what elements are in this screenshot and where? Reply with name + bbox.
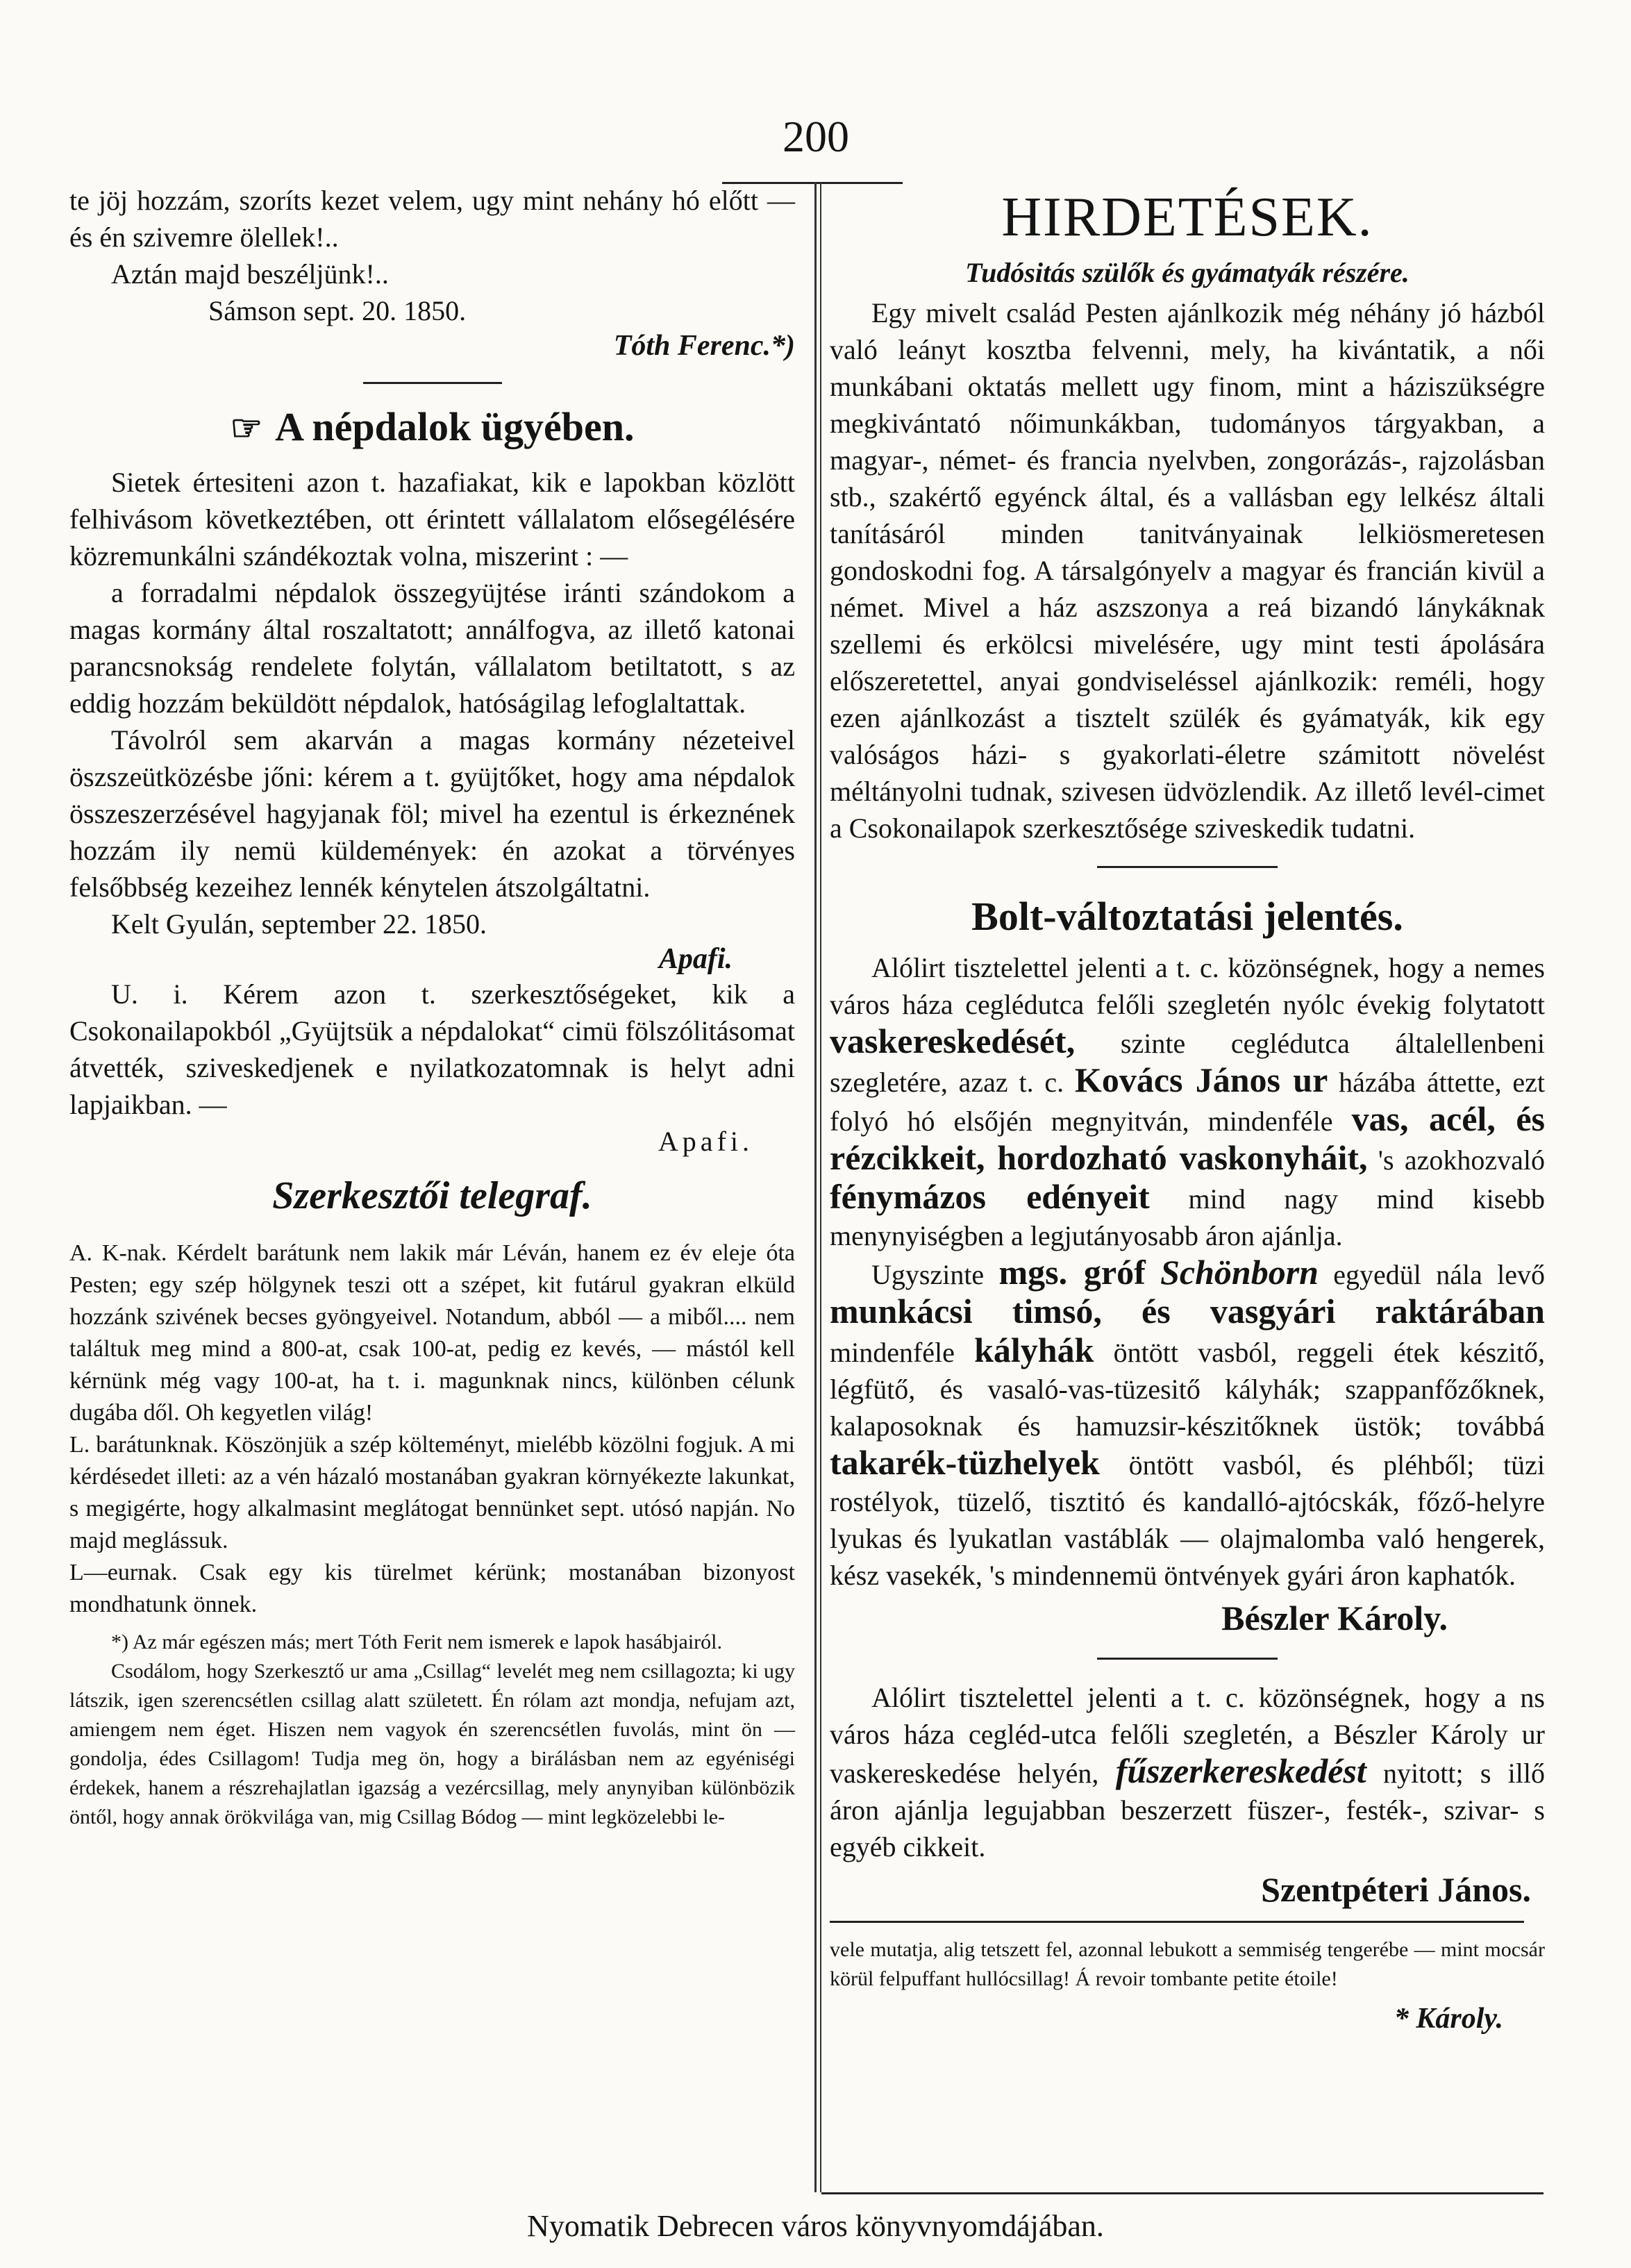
ad3-highlight-fuszer: fűszerkereskedést bbox=[1115, 1751, 1366, 1790]
folk-paragraph-2: a forradalmi népdalok összegyüjtése iránti szándokom a magas kormány által roszaltatott; annálfogva, az illető katonai parancsnokság rendelete folytán, vállalatom betiltatott, s az eddig hozzám beküldött népdalok, hatóságilag lefoglaltattak. bbox=[69, 577, 795, 719]
column-separator-inner bbox=[820, 182, 821, 2192]
bottom-rule bbox=[821, 2192, 1544, 2194]
ad2-highlight-kalyhak: kályhák bbox=[974, 1331, 1094, 1369]
ad2-body-2: Ugyszinte mgs. gróf Schönborn egyedül nála levő munkácsi timsó, és vasgyári raktárában mindenféle kályhák öntött vasból, reggeli étek készitő, légfütő, és vasaló-vas-tüzesitő kályhák; szappanfőzőknek, kalaposoknak és hamuzsir-készitőknek üstök; továbbá takarék-tüzhelyek öntött vasból, és pléhből; tüzi rostélyok, tüzelő, tisztitó és kandalló-ajtócskák, főző-helyre lyukas és lyukatlan vastáblák — olajmalomba való hengerek, kész vasekék, 's mindennemü öntvények gyári áron kaphatók. bbox=[830, 1253, 1546, 1591]
folk-songs-title: A népdalok ügyében. bbox=[275, 404, 635, 449]
ad3-body: Alólirt tisztelettel jelenti a t. c. közönségnek, hogy a ns város háza cegléd-utca felőli szegletén, a Bészler Károly ur vaskereskedése helyén, fűszerkereskedést nyitott; s illő áron ajánlja legujabban beszerzett füszer-, festék-, szivar- s egyéb cikkeit. bbox=[830, 1682, 1546, 1862]
column-separator bbox=[814, 182, 817, 2192]
ad2-body: Alólirt tisztelettel jelenti a t. c. közönségnek, hogy a nemes város háza ceglédutca felőli szegletén nyólc évekig folytatott vaskereskedését, szinte ceglédutca általellenbeni szegletére, azaz t. c. Kovács János ur házába áttette, ezt folyó hó elsőjén megnyitván, mindenféle vas, acél, és rézcikkeit, hordozható vaskonyháit, 's azokhozvaló fénymázos edényeit mind nagy mind kisebb menynyiségben a legjutányosabb áron ajánlja. bbox=[830, 952, 1546, 1251]
ad3-signature: Szentpéteri János. bbox=[1261, 1870, 1531, 1909]
ad2-highlight-edenyeit: fénymázos edényeit bbox=[830, 1177, 1150, 1216]
telegraph-entry-2: L. barátunknak. Köszönjük a szép költeményt, mielébb közölni fogjuk. A mi kérdésedet illeti: az a vén házaló mostanában gyakran környékezte lakunkat, s megigérte, hogy alkalmasint meglátogat bennünket sept. utósó napján. No majd meglássuk. bbox=[69, 1432, 795, 1553]
folk-postscript: U. i. Kérem azon t. szerkesztőségeket, kik a Csokonailapokból „Gyüjtsük a népdalokat“ cimü fölszólitásomat átvették, sziveskedjenek e nyilatkozatomnak is helyt adni lapjaikban. — bbox=[69, 978, 795, 1120]
folk-dateline: Kelt Gyulán, september 22. 1850. bbox=[111, 908, 487, 940]
ad1-text: Egy mivelt család Pesten ajánlkozik még néhány jó házból való leányt kosztba felvenni, mely, ha kivántatik, a női munkábani oktatás mellett ugy finom, mint a háziszükségre megkivántató nőimunkákban, tudományos tárgyakban, a magyar-, német- és francia nyelvben, zongorázás-, rajzolásban stb., szakértő egyénck által, és a vallásban egy lelkész általi tanításáról minden tanitványainak lelkiösmeretesen gondoskodni fog. A társalgónyelv a magyar és francián kivül a német. Mivel a ház aszszonya a reá bizandó lánykáknak szellemi és erkölcsi mivelésére, ugy mint testi ápolására előszeretettel, anyai gondviseléssel ajánlkozik: reméli, hogy ezen ajánlkozást a tisztelt szülék és gyámatyák, kik egy valóságos házi- s gyakorlati-életre számitott növelést méltányolni tudnak, szivesen üdvözlendik. Az illető levél-cimet a Csokonailapok szerkesztősége sziveskedik tudatni. bbox=[830, 297, 1545, 844]
letter-date: Sámson sept. 20. 1850. bbox=[208, 295, 467, 326]
letter-closing-text: te jöj hozzám, szoríts kezet velem, ugy mint nehány hó előtt — és én szivemre ölellek!.. bbox=[69, 185, 795, 253]
ad2-highlight-vas: vas, acél, és rézcikkeit, hordozható vaskonyháit, bbox=[830, 1099, 1545, 1177]
pointing-hand-icon: ☞ bbox=[230, 409, 263, 449]
folk-signature: Apafi. bbox=[658, 943, 733, 975]
ad2-title: Bolt-változtatási jelentés. bbox=[971, 894, 1403, 939]
ad2-highlight-vaskereskedes: vaskereskedését, bbox=[830, 1022, 1076, 1060]
ad-divider-2 bbox=[1097, 1658, 1278, 1660]
section-divider bbox=[363, 382, 502, 384]
ad2-highlight-kovacs: Kovács János ur bbox=[1074, 1060, 1328, 1099]
page-number: 200 bbox=[783, 112, 849, 161]
ad2-highlight-grof: mgs. gróf bbox=[998, 1253, 1146, 1292]
footnote-continuation: vele mutatja, alig tetszett fel, azonnal lebukott a semmiség tengerébe — mint mocsár körül felpuffant hullócsillag! Á revoir tombante petite étoile! bbox=[830, 1938, 1545, 1990]
ad-divider-3 bbox=[830, 1921, 1524, 1923]
ad2-highlight-schonborn: Schönborn bbox=[1160, 1253, 1319, 1292]
ad2-highlight-timso: munkácsi timsó, és vasgyári raktárában bbox=[830, 1292, 1545, 1331]
folk-paragraph-3: Távolról sem akarván a magas kormány nézeteivel öszszeütközésbe jőni: kérem a t. gyüjtőket, hogy ama népdalok összeszerzésével hagyjanak föl; mivel ha ezentul is érkeznének hozzám ily nemü küldemények: én azokat a törvényes felsőbbség kezeihez lennék kénytelen átszolgáltatni. bbox=[69, 724, 795, 903]
advertisements-heading: HIRDETÉSEK. bbox=[1001, 187, 1373, 248]
ad1-subtitle: Tudósitás szülők és gyámatyák részére. bbox=[965, 257, 1410, 288]
right-column bbox=[830, 182, 1545, 2035]
footnote-1: *) Az már egészen más; mert Tóth Ferit nem ismerek e lapok hasábjairól. bbox=[111, 1631, 723, 1653]
folk-paragraph-1: Sietek értesiteni azon t. hazafiakat, kik e lapokban közlött felhivásom következtében, ott érintett vállalatom elősegélésére közremunkálni szándékoztak volna, miszerint : — bbox=[69, 467, 795, 572]
telegraph-entry-1: A. K-nak. Kérdelt barátunk nem lakik már Léván, hanem ez év eleje óta Pesten; egy szép hölgynek teszi ott a szépet, kit futárul gyakran elküld hozzánk szivének becses gyöngyeivel. Notandum, abból — a miből.... nem találtuk meg mind a 800-at, csak 100-at, pedig ez kevés, — mástól kell kérnünk még vagy 100-at, ha t. i. magunknak nincs, különben célunk dugába dől. Oh kegyetlen világ! bbox=[69, 1240, 795, 1426]
continuation-signature: * Károly. bbox=[1394, 2003, 1503, 2035]
left-column bbox=[69, 182, 795, 1832]
letter-signature: Tóth Ferenc.*) bbox=[613, 330, 795, 362]
printer-imprint: Nyomatik Debrecen város könyvnyomdájában. bbox=[527, 2209, 1104, 2243]
ad2-highlight-tuzhelyek: takarék-tüzhelyek bbox=[830, 1443, 1100, 1482]
telegraph-entry-3: L—eurnak. Csak egy kis türelmet kérünk; mostanában bizonyost mondhatunk önnek. bbox=[69, 1560, 795, 1617]
folk-songs-heading bbox=[69, 403, 795, 450]
editor-telegraph-heading: Szerkesztői telegraf. bbox=[272, 1174, 592, 1217]
letter-closing-line: Aztán majd beszéljünk!.. bbox=[111, 258, 389, 290]
postscript-signature: Apafi. bbox=[658, 1126, 753, 1157]
footnote-2: Csodálom, hogy Szerkesztő ur ama „Csillag“ levelét meg nem csillagozta; ki ugy látszik, igen szerencsétlen csillag alatt született. Én rólam azt mondja, nefujam azt, amiengem nem éget. Hiszen nem vagyok én szerencsétlen fuvolás, mint ön — gondolja, édes Csillagom! Tudja meg ön, hogy a birálásban nem az egyéniségi érdekek, hanem a részrehajlatlan igazság a vezércsillag, mely anynyiban különbözik öntől, hogy annak örökvilága van, mig Csillag Bódog — mint legközelebbi le- bbox=[69, 1660, 795, 1828]
ad2-signature: Bészler Károly. bbox=[1221, 1599, 1448, 1637]
ad-divider-1 bbox=[1097, 866, 1278, 868]
